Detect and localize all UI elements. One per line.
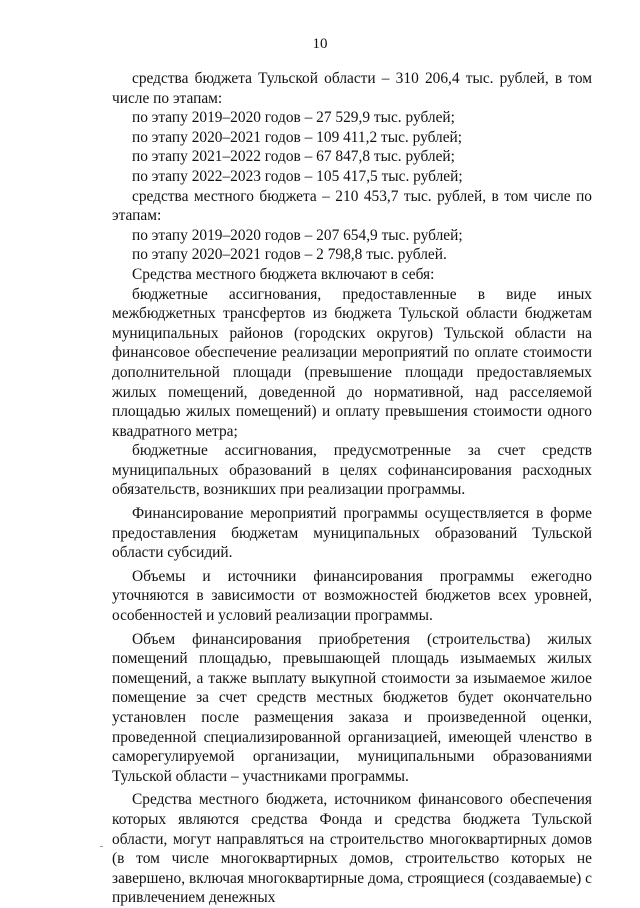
page-number: 10 <box>312 36 328 52</box>
paragraph-regional-budget: средства бюджета Тульской области – 310 206,4 тыс. рублей, в том числе по этапам: <box>112 70 592 107</box>
document-body <box>112 69 592 908</box>
stage-item: по этапу 2022–2023 годов – 105 417,5 тыс. рублей; <box>132 167 463 185</box>
paragraph-local-budget-includes: Средства местного бюджета включают в себя: <box>132 265 435 283</box>
stage-item: по этапу 2020–2021 годов – 2 798,8 тыс. рублей. <box>132 246 447 264</box>
stage-item: по этапу 2019–2020 годов – 27 529,9 тыс. рублей; <box>132 109 455 127</box>
paragraph-budget-allocations-cofinancing: бюджетные ассигнования, предусмотренные за счет средств муниципальных образований в целях софинансирования расходных обязательств, возникших при реализации программы. <box>112 442 592 499</box>
paragraph-financing-form: Финансирование мероприятий программы осуществляется в форме предоставления бюджетам муниципальных образований Тульской области субсидий. <box>112 505 592 562</box>
stage-item: по этапу 2020–2021 годов – 109 411,2 тыс. рублей; <box>132 128 463 146</box>
paragraph-local-budget: средства местного бюджета – 210 453,7 тыс. рублей, в том числе по этапам: <box>112 187 592 225</box>
paragraph-local-budget-construction: Средства местного бюджета, источником финансового обеспечения которых являются средства Фонда и средства бюджета Тульской области, могут направляться на строительство многоквартирных домов (в том числе многоквартирных домов, строительство которых не завершено, включая многоквартирные дома, строящиеся (создаваемые) с привлечением денежных <box>112 791 592 907</box>
stage-item: по этапу 2021–2022 годов – 67 847,8 тыс. рублей; <box>132 148 455 166</box>
stage-item: по этапу 2019–2020 годов – 207 654,9 тыс. рублей; <box>132 226 463 244</box>
paragraph-financing-acquisition: Объем финансирования приобретения (строительства) жилых помещений площадью, превышающей площадь изымаемых жилых помещений, а также выплату выкупной стоимости за изымаемое жилое помещение за счет средств местных бюджетов будет окончательно установлен после размещения заказа и произведенной оценки, проведенной специализированной организацией, имеющей членство в саморегулируемой организации, муниципальными образованиями Тульской области – участниками программы. <box>112 630 592 785</box>
paragraph-financing-volumes: Объемы и источники финансирования программы ежегодно уточняются в зависимости от возможностей бюджетов всех уровней, особенностей и условий реализации программы. <box>112 567 592 625</box>
scan-mark <box>100 846 103 847</box>
paragraph-budget-allocations-transfers: бюджетные ассигнования, предоставленные в виде иных межбюджетных трансфертов из бюджета Тульской области бюджетам муниципальных районов (городских округов) Тульской области на финансовое обеспечение реализации мероприятий по оплате стоимости дополнительной площади (превышение площади предоставляемых жилых помещений, доведенной до нормативной, над расселяемой площадью жилых помещений) и оплату превышения стоимости одного квадратного метра; <box>112 285 592 440</box>
